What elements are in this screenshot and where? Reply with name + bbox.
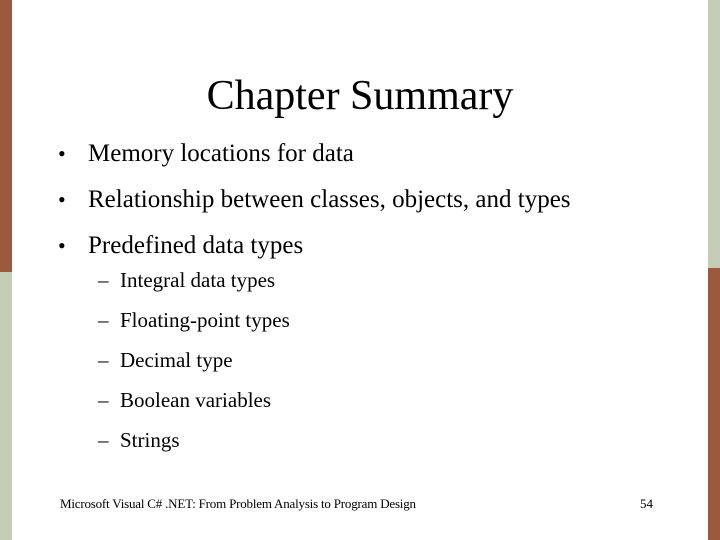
bullet-item (58, 227, 571, 265)
dash-icon: – (98, 308, 109, 332)
bullet-text: Predefined data types (88, 232, 304, 259)
bullet-item-with-subitems (58, 227, 571, 453)
sub-item (98, 307, 571, 333)
page-number: 54 (640, 496, 653, 511)
sub-item-text: Integral data types (120, 268, 276, 292)
sub-item (98, 267, 571, 293)
left-top-accent-bar (0, 0, 12, 272)
dash-icon: – (98, 348, 109, 372)
bullet-item (58, 135, 571, 173)
sub-item (98, 427, 571, 453)
sub-item (98, 387, 571, 413)
slide-footer: Microsoft Visual C# .NET: From Problem Analysis to Program Design (60, 496, 416, 511)
bullet-item (58, 181, 571, 219)
left-bottom-accent-bar (0, 272, 12, 540)
sub-item-list (58, 267, 571, 453)
bullet-dot-icon: • (58, 187, 66, 212)
sub-item (98, 347, 571, 373)
right-top-accent-bar (708, 0, 720, 268)
sub-item-text: Floating-point types (120, 308, 290, 332)
sub-item-text: Decimal type (120, 348, 233, 372)
dash-icon: – (98, 428, 109, 452)
dash-icon: – (98, 388, 109, 412)
sub-item-text: Boolean variables (120, 388, 272, 412)
right-bottom-accent-bar (708, 268, 720, 540)
slide-title: Chapter Summary (206, 73, 514, 119)
bullet-dot-icon: • (58, 141, 66, 166)
bullet-list (58, 135, 571, 467)
bullet-text: Relationship between classes, objects, and types (88, 186, 571, 213)
sub-item-text: Strings (120, 428, 180, 452)
bullet-dot-icon: • (58, 233, 66, 258)
bullet-text: Memory locations for data (88, 140, 354, 167)
dash-icon: – (98, 268, 109, 292)
